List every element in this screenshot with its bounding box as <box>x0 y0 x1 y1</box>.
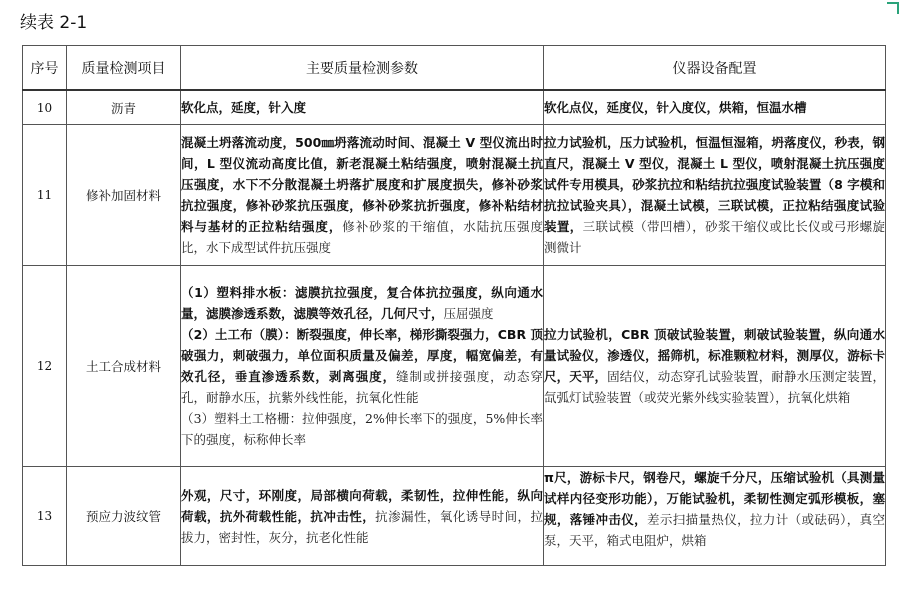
row-item: 沥青 <box>67 90 181 125</box>
equipment-normal-text: 三联试模（带凹槽），砂浆干缩仪或比长仪或弓形螺旋测微计 <box>544 219 885 255</box>
table-row <box>23 467 886 566</box>
row-params <box>181 90 544 125</box>
params-line <box>181 408 543 450</box>
row-params <box>181 467 544 566</box>
equipment-bold-text: 拉力试验机，CBR 顶破试验装置，刺破试验装置，纵向通水量试验仪，渗透仪，摇筛机，标准颗粒材料，测厚仪，游标卡尺，天平， <box>544 327 885 384</box>
row-item: 预应力波纹管 <box>67 467 181 566</box>
table-row <box>23 266 886 467</box>
quality-test-table <box>22 45 886 566</box>
params-bold-text: 外观，尺寸，环刚度，局部横向荷载，柔韧性，拉伸性能，纵向荷载，抗外荷载性能，抗冲击性， <box>181 487 543 524</box>
row-number: 13 <box>23 467 67 566</box>
params-bold-text: 软化点，延度，针入度 <box>181 100 307 115</box>
equipment-normal-text: 差示扫描量热仪，拉力计（或砝码），真空泵，天平，箱式电阻炉，烘箱 <box>544 512 885 548</box>
header-item: 质量检测项目 <box>67 46 181 91</box>
header-params: 主要质量检测参数 <box>181 46 544 91</box>
equipment-bold-text: 拉力试验机，压力试验机，恒温恒湿箱，坍落度仪，秒表，钢直尺，混凝土 V 型仪，混凝土 L 型仪，喷射混凝土抗压强度试件专用模具，砂浆抗拉和粘结抗拉强度试验装置（8 字模和抗拉试验夹具），混凝土试模，三联试模，正拉粘结强度试验装置， <box>544 135 885 234</box>
row-equipment <box>544 125 886 266</box>
row-number: 11 <box>23 125 67 266</box>
equipment-bold-text: π尺，游标卡尺，钢卷尺，螺旋千分尺，压缩试验机（具测量试样内径变形功能），万能试验机，柔韧性测定弧形模板，塞规，落锤冲击仪， <box>544 470 885 527</box>
row-equipment <box>544 90 886 125</box>
params-bold-text: 混凝土坍落流动度，500㎜坍落流动时间、混凝土 V 型仪流出时间，L 型仪流动高度比值，新老混凝土粘结强度，喷射混凝土抗压强度，水下不分散混凝土坍落扩展度和扩展度损失，修补砂浆抗拉强度，修补砂浆抗压强度，修补砂浆抗折强度，修补粘结材料与基材的正拉粘结强度， <box>181 135 543 234</box>
params-bold-text: （1）塑料排水板：滤膜抗拉强度，复合体抗拉强度，纵向通水量，滤膜渗透系数，滤膜等效孔径，几何尺寸， <box>181 285 543 321</box>
row-item: 土工合成材料 <box>67 266 181 467</box>
params-normal-text: 压屈强度 <box>443 306 494 321</box>
params-normal-text: 抗渗漏性，氧化诱导时间，拉拔力，密封性，灰分，抗老化性能 <box>181 508 543 545</box>
header-equipment: 仪器设备配置 <box>544 46 886 91</box>
params-normal-text: 缝制或拼接强度，动态穿孔，耐静水压，抗紫外线性能，抗氧化性能 <box>181 369 543 405</box>
row-equipment <box>544 467 886 566</box>
table-row <box>23 125 886 266</box>
params-bold-text: （2）土工布（膜）：断裂强度，伸长率，梯形撕裂强力，CBR 顶破强力，刺破强力，单位面积质量及偏差，厚度，幅宽偏差，有效孔径，垂直渗透系数，剥离强度， <box>181 327 543 384</box>
row-params <box>181 125 544 266</box>
row-params <box>181 266 544 467</box>
table-caption: 续表 2-1 <box>20 13 88 33</box>
equipment-normal-text: 固结仪，动态穿孔试验装置，耐静水压测定装置，氙弧灯试验装置（或荧光紫外线实验装置），抗氧化烘箱 <box>544 369 885 405</box>
row-number: 10 <box>23 90 67 125</box>
table-row <box>23 90 886 125</box>
table-header-row <box>23 46 886 91</box>
params-line <box>181 282 543 324</box>
params-normal-text: （3）塑料土工格栅：拉伸强度，2%伸长率下的强度，5%伸长率下的强度，标称伸长率 <box>181 411 543 447</box>
params-line <box>181 324 543 408</box>
corner-check-mark-icon <box>887 2 899 14</box>
params-normal-text: 修补砂浆的干缩值，水陆抗压强度比，水下成型试件抗压强度 <box>181 219 543 255</box>
header-seq: 序号 <box>23 46 67 91</box>
row-number: 12 <box>23 266 67 467</box>
row-item: 修补加固材料 <box>67 125 181 266</box>
equipment-bold-text: 软化点仪，延度仪，针入度仪，烘箱，恒温水槽 <box>544 100 807 115</box>
row-equipment <box>544 266 886 467</box>
